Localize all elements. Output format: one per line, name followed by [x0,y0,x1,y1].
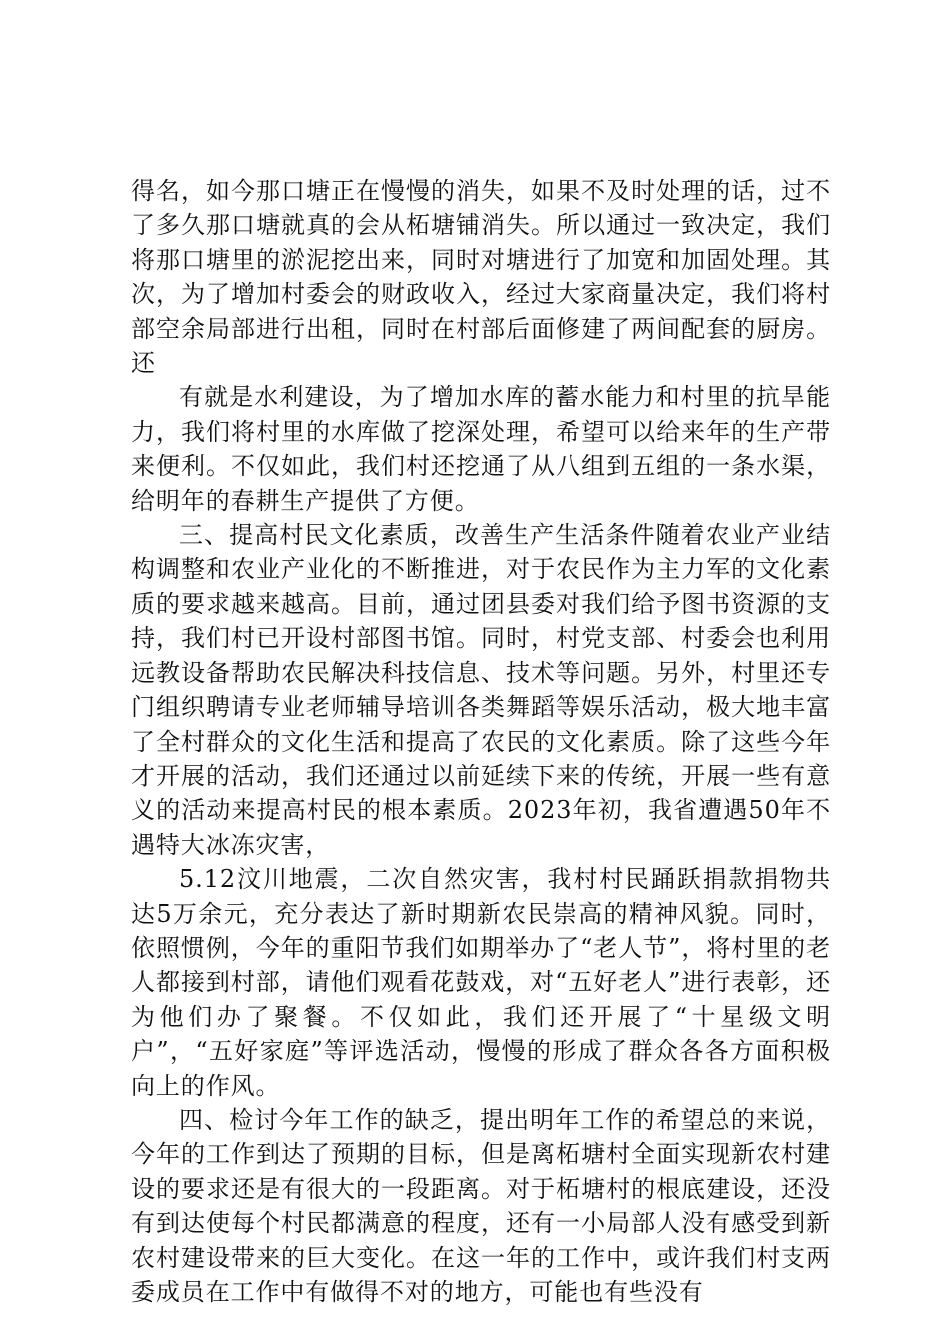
paragraph-5: 四、检讨今年工作的缺乏，提出明年工作的希望总的来说，今年的工作到达了预期的目标，但是离柘塘村全面实现新农村建设的要求还是有很大的一段距离。对于柘塘村的根底建设，还没有到达使每个村民都满意的程度，还有一小局部人没有感受到新农村建设带来的巨大变化。在这一年的工作中，或许我们村支两委成员在工作中有做得不对的地方，可能也有些没有 [131,1105,831,1306]
document-body [131,174,831,1309]
paragraph-1: 得名，如今那口塘正在慢慢的消失，如果不及时处理的话，过不了多久那口塘就真的会从柘塘铺消失。所以通过一致决定，我们将那口塘里的淤泥挖出来，同时对塘进行了加宽和加固处理。其次，为了增加村委会的财政收入，经过大家商量决定，我们将村部空余局部进行出租，同时在村部后面修建了两间配套的厨房。还 [131,177,831,378]
paragraph-3: 三、提高村民文化素质，改善生产生活条件随着农业产业结构调整和农业产业化的不断推进，对于农民作为主力军的文化素质的要求越来越高。目前，通过团县委对我们给予图书资源的支持，我们村已开设村部图书馆。同时，村党支部、村委会也利用远教设备帮助农民解决科技信息、技术等问题。另外，村里还专门组织聘请专业老师辅导培训各类舞蹈等娱乐活动，极大地丰富了全村群众的文化生活和提高了农民的文化素质。除了这些今年才开展的活动，我们还通过以前延续下来的传统，开展一些有意义的活动来提高村民的根本素质。2023年初，我省遭遇50年不遇特大冰冻灾害， [131,521,831,859]
paragraph-2: 有就是水利建设，为了增加水库的蓄水能力和村里的抗旱能力，我们将村里的水库做了挖深处理，希望可以给来年的生产带来便利。不仅如此，我们村还挖通了从八组到五组的一条水渠，给明年的春耕生产提供了方便。 [131,383,831,515]
paragraph-4: 5.12汶川地震，二次自然灾害，我村村民踊跃捐款捐物共达5万余元，充分表达了新时期新农民崇高的精神风貌。同时，依照惯例，今年的重阳节我们如期举办了“老人节”，将村里的老人都接到村部，请他们观看花鼓戏，对“五好老人”进行表彰，还为他们办了聚餐。不仅如此，我们还开展了“十星级文明户”，“五好家庭”等评选活动，慢慢的形成了群众各各方面积极向上的作风。 [131,865,831,1100]
